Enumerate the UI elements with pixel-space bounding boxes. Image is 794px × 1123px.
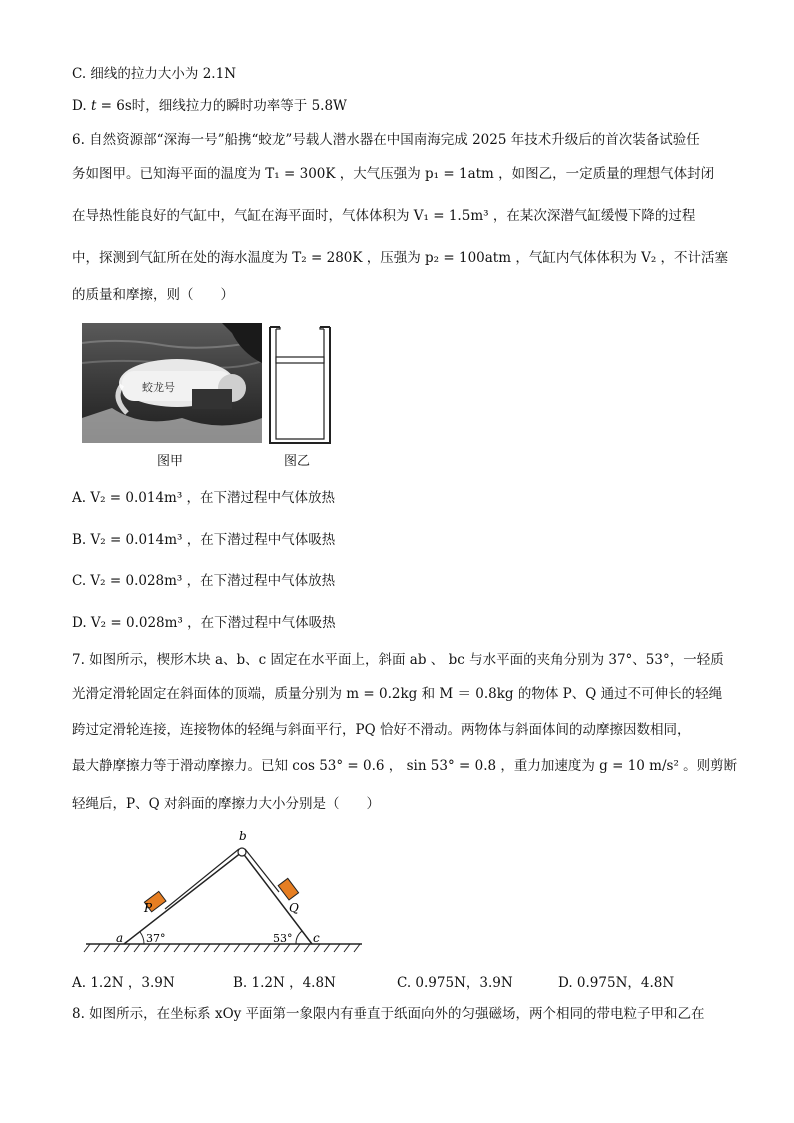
caption-yi: 图乙 xyxy=(284,454,311,469)
submarine-label: 蛟龙号 xyxy=(142,381,175,394)
q5-option-d-text: = 6s时，细线拉力的瞬时功率等于 5.8W xyxy=(96,98,347,114)
q7-line-4: 最大静摩擦力等于滑动摩擦力。已知 cos 53° = 0.6 ， sin 53° = 0.8 ，重力加速度为 g = 10 m/s² 。则剪断 xyxy=(72,758,738,774)
q7-line-3: 跨过定滑轮连接，连接物体的轻绳与斜面平行，PQ 恰好不滑动。两物体与斜面体间的动摩擦因数相同， xyxy=(72,722,691,738)
q7-option-d: D. 0.975N，4.8N xyxy=(558,975,675,991)
label-a: a xyxy=(116,931,124,945)
label-angle-37: 37° xyxy=(146,932,166,945)
q7-option-c: C. 0.975N，3.9N xyxy=(397,975,513,991)
q7-line-1: 7. 如图所示，楔形木块 a、b、c 固定在水平面上，斜面 ab 、 bc 与水平面的夹角分别为 37°、53°，一轻质 xyxy=(72,652,724,668)
label-angle-53: 53° xyxy=(273,932,293,945)
q5-option-d-prefix: D. xyxy=(72,98,91,114)
wedge-diagram xyxy=(82,828,372,958)
q5-option-c: C. 细线的拉力大小为 2.1N xyxy=(72,66,237,82)
label-c: c xyxy=(313,931,320,945)
q5-option-d-var: t xyxy=(90,98,97,114)
q6-option-b: B. V₂ = 0.014m³ ，在下潜过程中气体吸热 xyxy=(72,532,336,548)
q7-line-5: 轻绳后，P、Q 对斜面的摩擦力大小分别是（ ） xyxy=(72,796,380,812)
q6-line-5: 的质量和摩擦，则（ ） xyxy=(72,287,234,303)
q6-line-3: 在导热性能良好的气缸中，气缸在海平面时，气体体积为 V₁ = 1.5m³ ，在某次深潜气缸缓慢下降的过程 xyxy=(72,208,696,224)
label-p: P xyxy=(144,901,153,915)
q7-option-b: B. 1.2N ，4.8N xyxy=(233,975,336,991)
q6-line-4: 中，探测到气缸所在处的海水温度为 T₂ = 280K ，压强为 p₂ = 100atm ，气缸内气体体积为 V₂ ，不计活塞 xyxy=(72,250,729,266)
q6-line-1: 6. 自然资源部“深海一号”船携“蛟龙”号载人潜水器在中国南海完成 2025 年技术升级后的首次装备试验任 xyxy=(72,132,700,148)
label-q: Q xyxy=(289,901,299,915)
q6-option-d: D. V₂ = 0.028m³ ，在下潜过程中气体吸热 xyxy=(72,615,336,631)
q5-option-d xyxy=(72,96,347,116)
label-b: b xyxy=(239,829,247,843)
submarine-photo xyxy=(82,323,262,443)
caption-jia: 图甲 xyxy=(157,454,184,469)
q6-line-2: 务如图甲。已知海平面的温度为 T₁ = 300K ，大气压强为 p₁ = 1atm ，如图乙，一定质量的理想气体封闭 xyxy=(72,166,715,182)
q6-option-a: A. V₂ = 0.014m³ ，在下潜过程中气体放热 xyxy=(72,490,336,506)
ground-hatching xyxy=(84,944,360,952)
block-q xyxy=(278,878,298,900)
cylinder-diagram xyxy=(268,323,332,445)
q7-option-a: A. 1.2N ，3.9N xyxy=(72,975,175,991)
q6-option-c: C. V₂ = 0.028m³ ，在下潜过程中气体放热 xyxy=(72,573,336,589)
q7-line-2: 光滑定滑轮固定在斜面体的顶端，质量分别为 m = 0.2kg 和 M ＝ 0.8kg 的物体 P、Q 通过不可伸长的轻绳 xyxy=(72,686,723,702)
q8-line-1: 8. 如图所示，在坐标系 xOy 平面第一象限内有垂直于纸面向外的匀强磁场，两个相同的带电粒子甲和乙在 xyxy=(72,1006,705,1022)
